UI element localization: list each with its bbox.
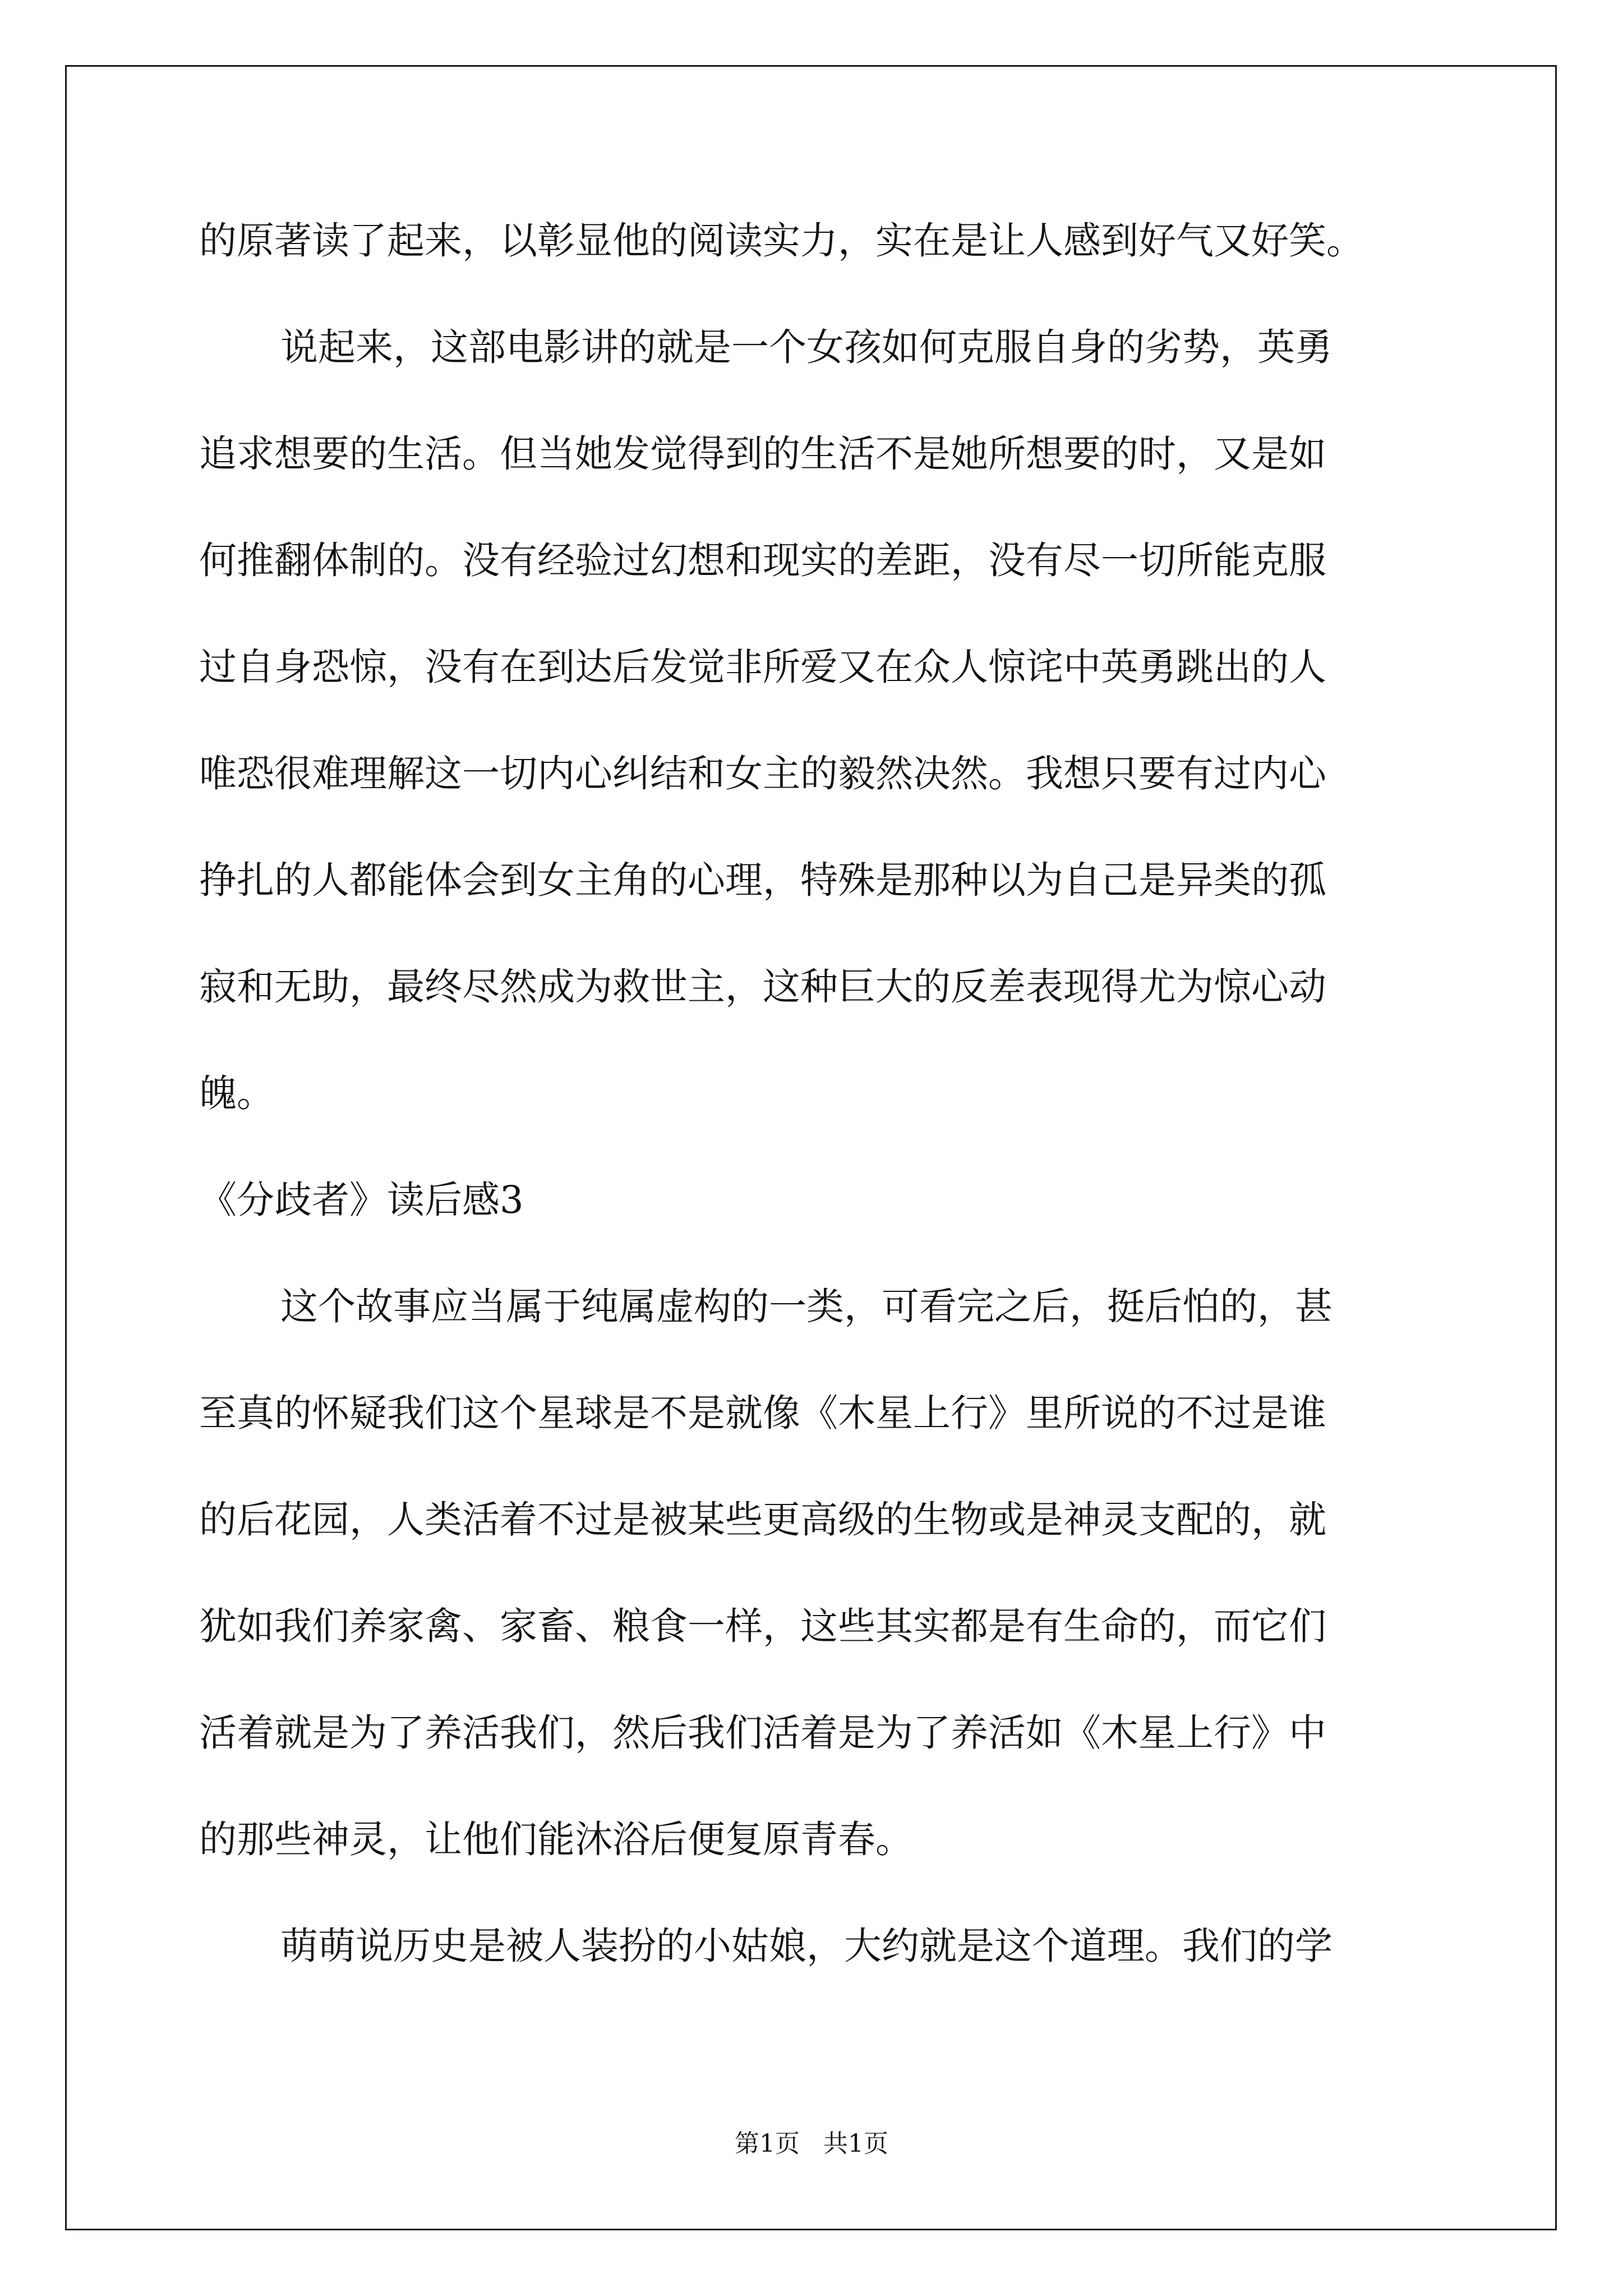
text-line: 犹如我们养家禽、家畜、粮食一样，这些其实都是有生命的，而它们 xyxy=(199,1604,1326,1648)
text-line: 寂和无助，最终尽然成为救世主，这种巨大的反差表现得尤为惊心动 xyxy=(199,965,1326,1009)
text-line: 的那些神灵，让他们能沐浴后便复原青春。 xyxy=(199,1818,913,1861)
paragraph xyxy=(199,1924,1422,1968)
text-line: 的原著读了起来，以彰显他的阅读实力，实在是让人感到好气又好笑。 xyxy=(199,219,1364,263)
text-line: 挣扎的人都能体会到女主角的心理，特殊是那种以为自己是异类的孤 xyxy=(199,858,1326,902)
paragraph xyxy=(199,1285,1422,1862)
text-line: 何推翻体制的。没有经验过幻想和现实的差距，没有尽一切所能克服 xyxy=(199,539,1326,582)
section-heading: 《分歧者》读后感3 xyxy=(199,1178,524,1222)
paragraph xyxy=(199,219,1422,263)
text-line: 过自身恐惊，没有在到达后发觉非所爱又在众人惊诧中英勇跳出的人 xyxy=(199,645,1326,689)
text-line: 萌萌说历史是被人装扮的小姑娘，大约就是这个道理。我们的学 xyxy=(280,1924,1332,1968)
text-line: 说起来，这部电影讲的就是一个女孩如何克服自身的劣势，英勇 xyxy=(280,325,1332,369)
text-line: 魄。 xyxy=(199,1071,274,1115)
text-line: 追求想要的生活。但当她发觉得到的生活不是她所想要的时，又是如 xyxy=(199,432,1326,476)
text-line: 这个故事应当属于纯属虚构的一类，可看完之后，挺后怕的，甚 xyxy=(280,1285,1332,1328)
page-footer: 第1页 共1页 xyxy=(735,2129,888,2158)
document-body xyxy=(199,219,1422,2031)
text-line: 至真的怀疑我们这个星球是不是就像《木星上行》里所说的不过是谁 xyxy=(199,1391,1326,1435)
text-line: 的后花园，人类活着不过是被某些更高级的生物或是神灵支配的，就 xyxy=(199,1498,1326,1542)
text-line: 唯恐很难理解这一切内心纠结和女主的毅然决然。我想只要有过内心 xyxy=(199,752,1326,795)
paragraph xyxy=(199,325,1422,1116)
text-line: 活着就是为了养活我们，然后我们活着是为了养活如《木星上行》中 xyxy=(199,1711,1326,1755)
